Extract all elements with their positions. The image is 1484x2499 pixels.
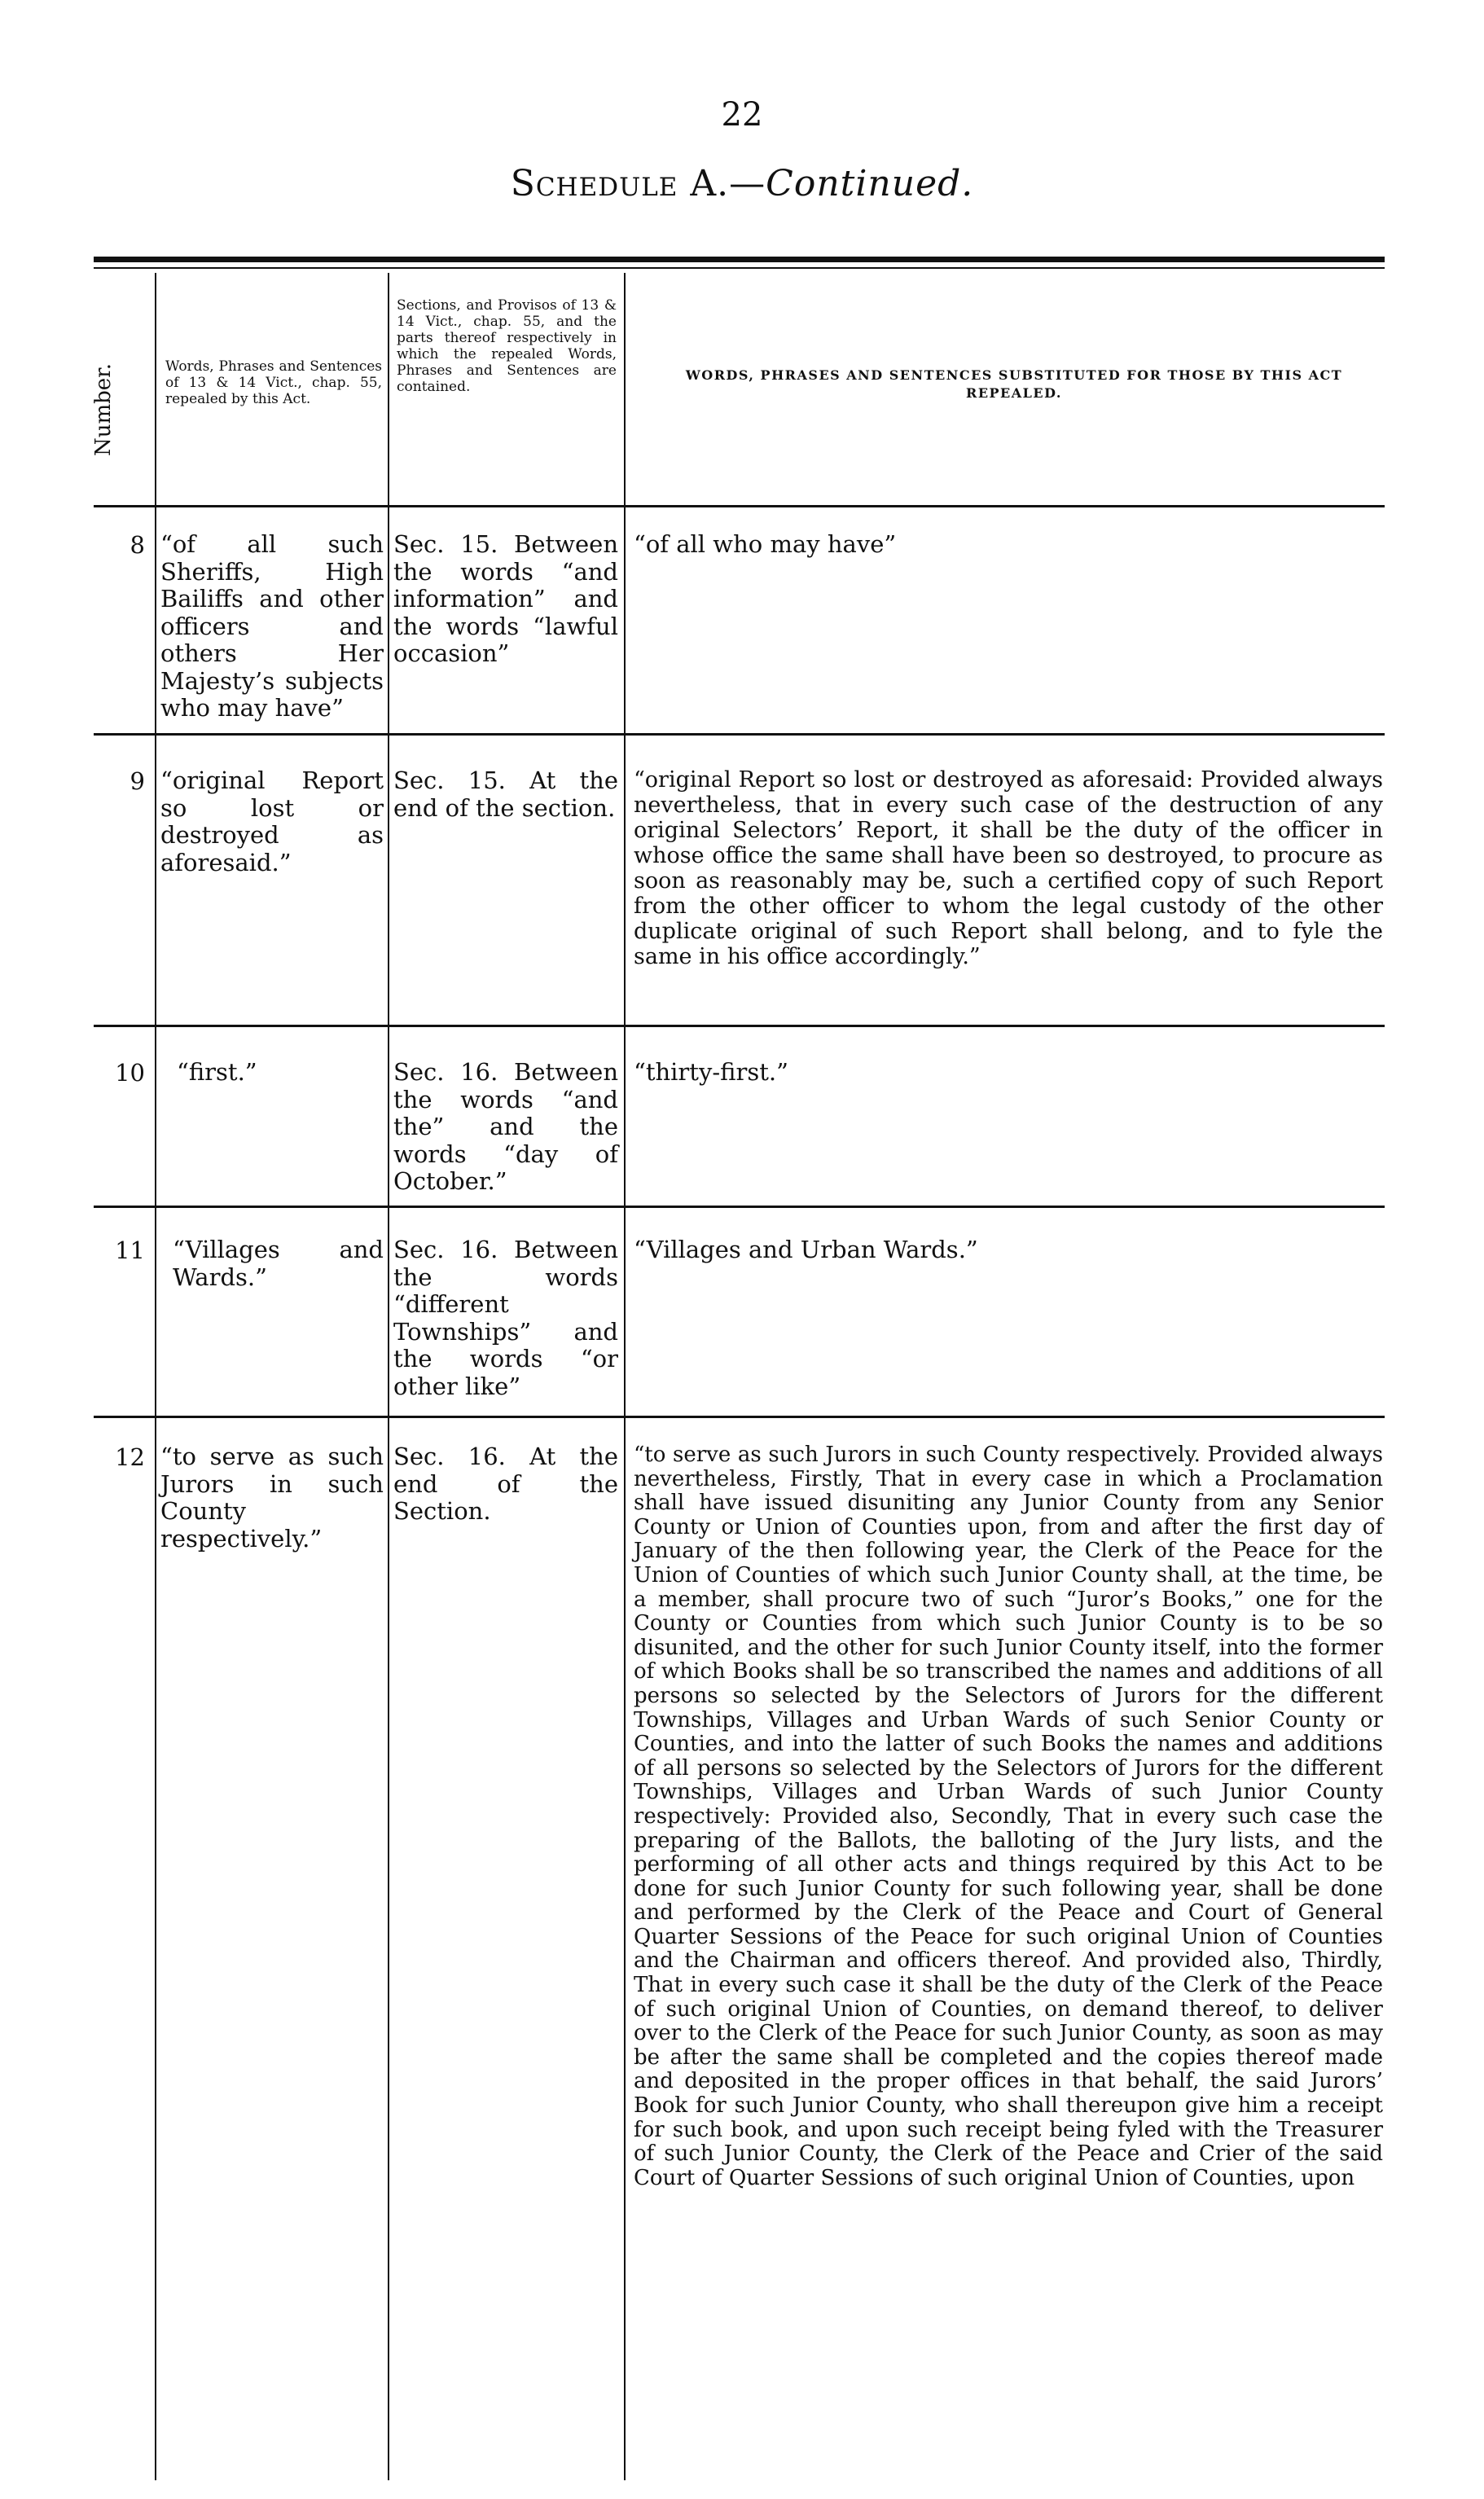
column-header-sections: Sections, and Provisos of 13 & 14 Vict., chap. 55, and the parts thereof respectively in which the repealed Words, Phrases and Sentences are contained. xyxy=(397,297,617,395)
row-rule-11 xyxy=(94,1416,1385,1418)
substituted-text-cell: “thirty-first.” xyxy=(634,1058,788,1086)
repealed-words-cell: “Villages and Wards.” xyxy=(173,1236,384,1291)
schedule-title xyxy=(0,163,1484,204)
column-rule-1 xyxy=(155,273,156,2480)
row-number: 11 xyxy=(115,1236,145,1264)
top-rule-thin xyxy=(94,267,1385,269)
column-rule-3 xyxy=(624,273,626,2480)
repealed-words-cell: “original Report so lost or destroyed as aforesaid.” xyxy=(160,766,384,876)
row-rule-8 xyxy=(94,733,1385,736)
column-header-repealed-words: Words, Phrases and Sentences of 13 & 14 Vict., chap. 55, repealed by this Act. xyxy=(165,358,382,407)
row-number: 10 xyxy=(115,1059,145,1087)
schedule-title-text: Schedule A.— xyxy=(510,163,766,204)
column-header-number: Number. xyxy=(91,362,116,456)
section-cell: Sec. 15. Between the words “and information” and the words “lawful occasion” xyxy=(393,530,618,667)
row-number: 12 xyxy=(115,1443,145,1471)
page-number: 22 xyxy=(721,96,763,134)
section-cell: Sec. 15. At the end of the section. xyxy=(393,766,618,822)
row-number: 8 xyxy=(130,531,145,559)
section-cell: Sec. 16. At the end of the Section. xyxy=(393,1443,618,1525)
substituted-text-cell: “Villages and Urban Wards.” xyxy=(634,1236,978,1263)
row-rule-10 xyxy=(94,1206,1385,1208)
schedule-continued: Continued. xyxy=(766,163,974,204)
row-rule-9 xyxy=(94,1025,1385,1027)
column-header-substituted: WORDS, PHRASES AND SENTENCES SUBSTITUTED FOR THOSE BY THIS ACT REPEALED. xyxy=(685,367,1343,401)
substituted-text-cell: “original Report so lost or destroyed as aforesaid: Provided always nevertheless, that in every such case of the destruction of any original Selectors’ Report, it shall be the duty of the officer in whose office the same shall have been so destroyed, to procure as soon as reasonably may be, such a certified copy of such Report from the other officer to whom the legal custody of the other duplicate original of such Report shall belong, and to fyle the same in his office accordingly.” xyxy=(634,767,1383,969)
repealed-words-cell: “first.” xyxy=(177,1058,257,1086)
column-rule-2 xyxy=(388,273,389,2480)
repealed-words-cell: “to serve as such Jurors in such County respectively.” xyxy=(160,1443,384,1553)
repealed-words-cell: “of all such Sheriffs, High Bailiffs and other officers and others Her Majesty’s subjects who may have” xyxy=(160,530,384,722)
substituted-text-cell: “of all who may have” xyxy=(634,530,897,558)
section-cell: Sec. 16. Between the words “different Townships” and the words “or other like” xyxy=(393,1236,618,1400)
top-rule-thick xyxy=(94,257,1385,262)
substituted-text-cell: “to serve as such Jurors in such County respectively. Provided always nevertheless, Firstly, That in every case in which a Proclamation shall have issued disuniting any Junior County from any Senior County or Union of Counties upon, from and after the first day of January of the then following year, the Clerk of the Peace for the Union of Counties of which such Junior County shall, at the time, be a member, shall procure two of such “Juror’s Books,” one for the County or Counties from which such Junior County is to be so disunited, and the other for such Junior County itself, into the former of which Books shall be so transcribed the names and additions of all persons so selected by the Selectors of Jurors for the different Townships, Villages and Urban Wards of such Senior County or Counties, and into the latter of such Books the names and additions of all persons so selected by the Selectors of Jurors for the different Townships, Villages and Urban Wards of such Junior County respectively: Provided also, Secondly, That in every such case the preparing of the Ballots, the balloting of the Jury lists, and the performing of all other acts and things required by this Act to be done for such Junior County for such following year, shall be done and performed by the Clerk of the Peace and Court of General Quarter Sessions of the Peace for such original Union of Counties and the Chairman and officers thereof. And provided also, Thirdly, That in every such case it shall be the duty of the Clerk of the Peace of such original Union of Counties, on demand thereof, to deliver over to the Clerk of the Peace for such Junior County, as soon as may be after the same shall be completed and the copies thereof made and deposited in the proper offices in that behalf, the said Jurors’ Book for such Junior County, who shall thereupon give him a receipt for such book, and upon such receipt being fyled with the Treasurer of such Junior County, the Clerk of the Peace and Crier of the said Court of Quarter Sessions of such original Union of Counties, upon xyxy=(634,1443,1383,2190)
section-cell: Sec. 16. Between the words “and the” and the words “day of October.” xyxy=(393,1058,618,1195)
row-number: 9 xyxy=(130,767,145,795)
row-rule-header xyxy=(94,505,1385,507)
